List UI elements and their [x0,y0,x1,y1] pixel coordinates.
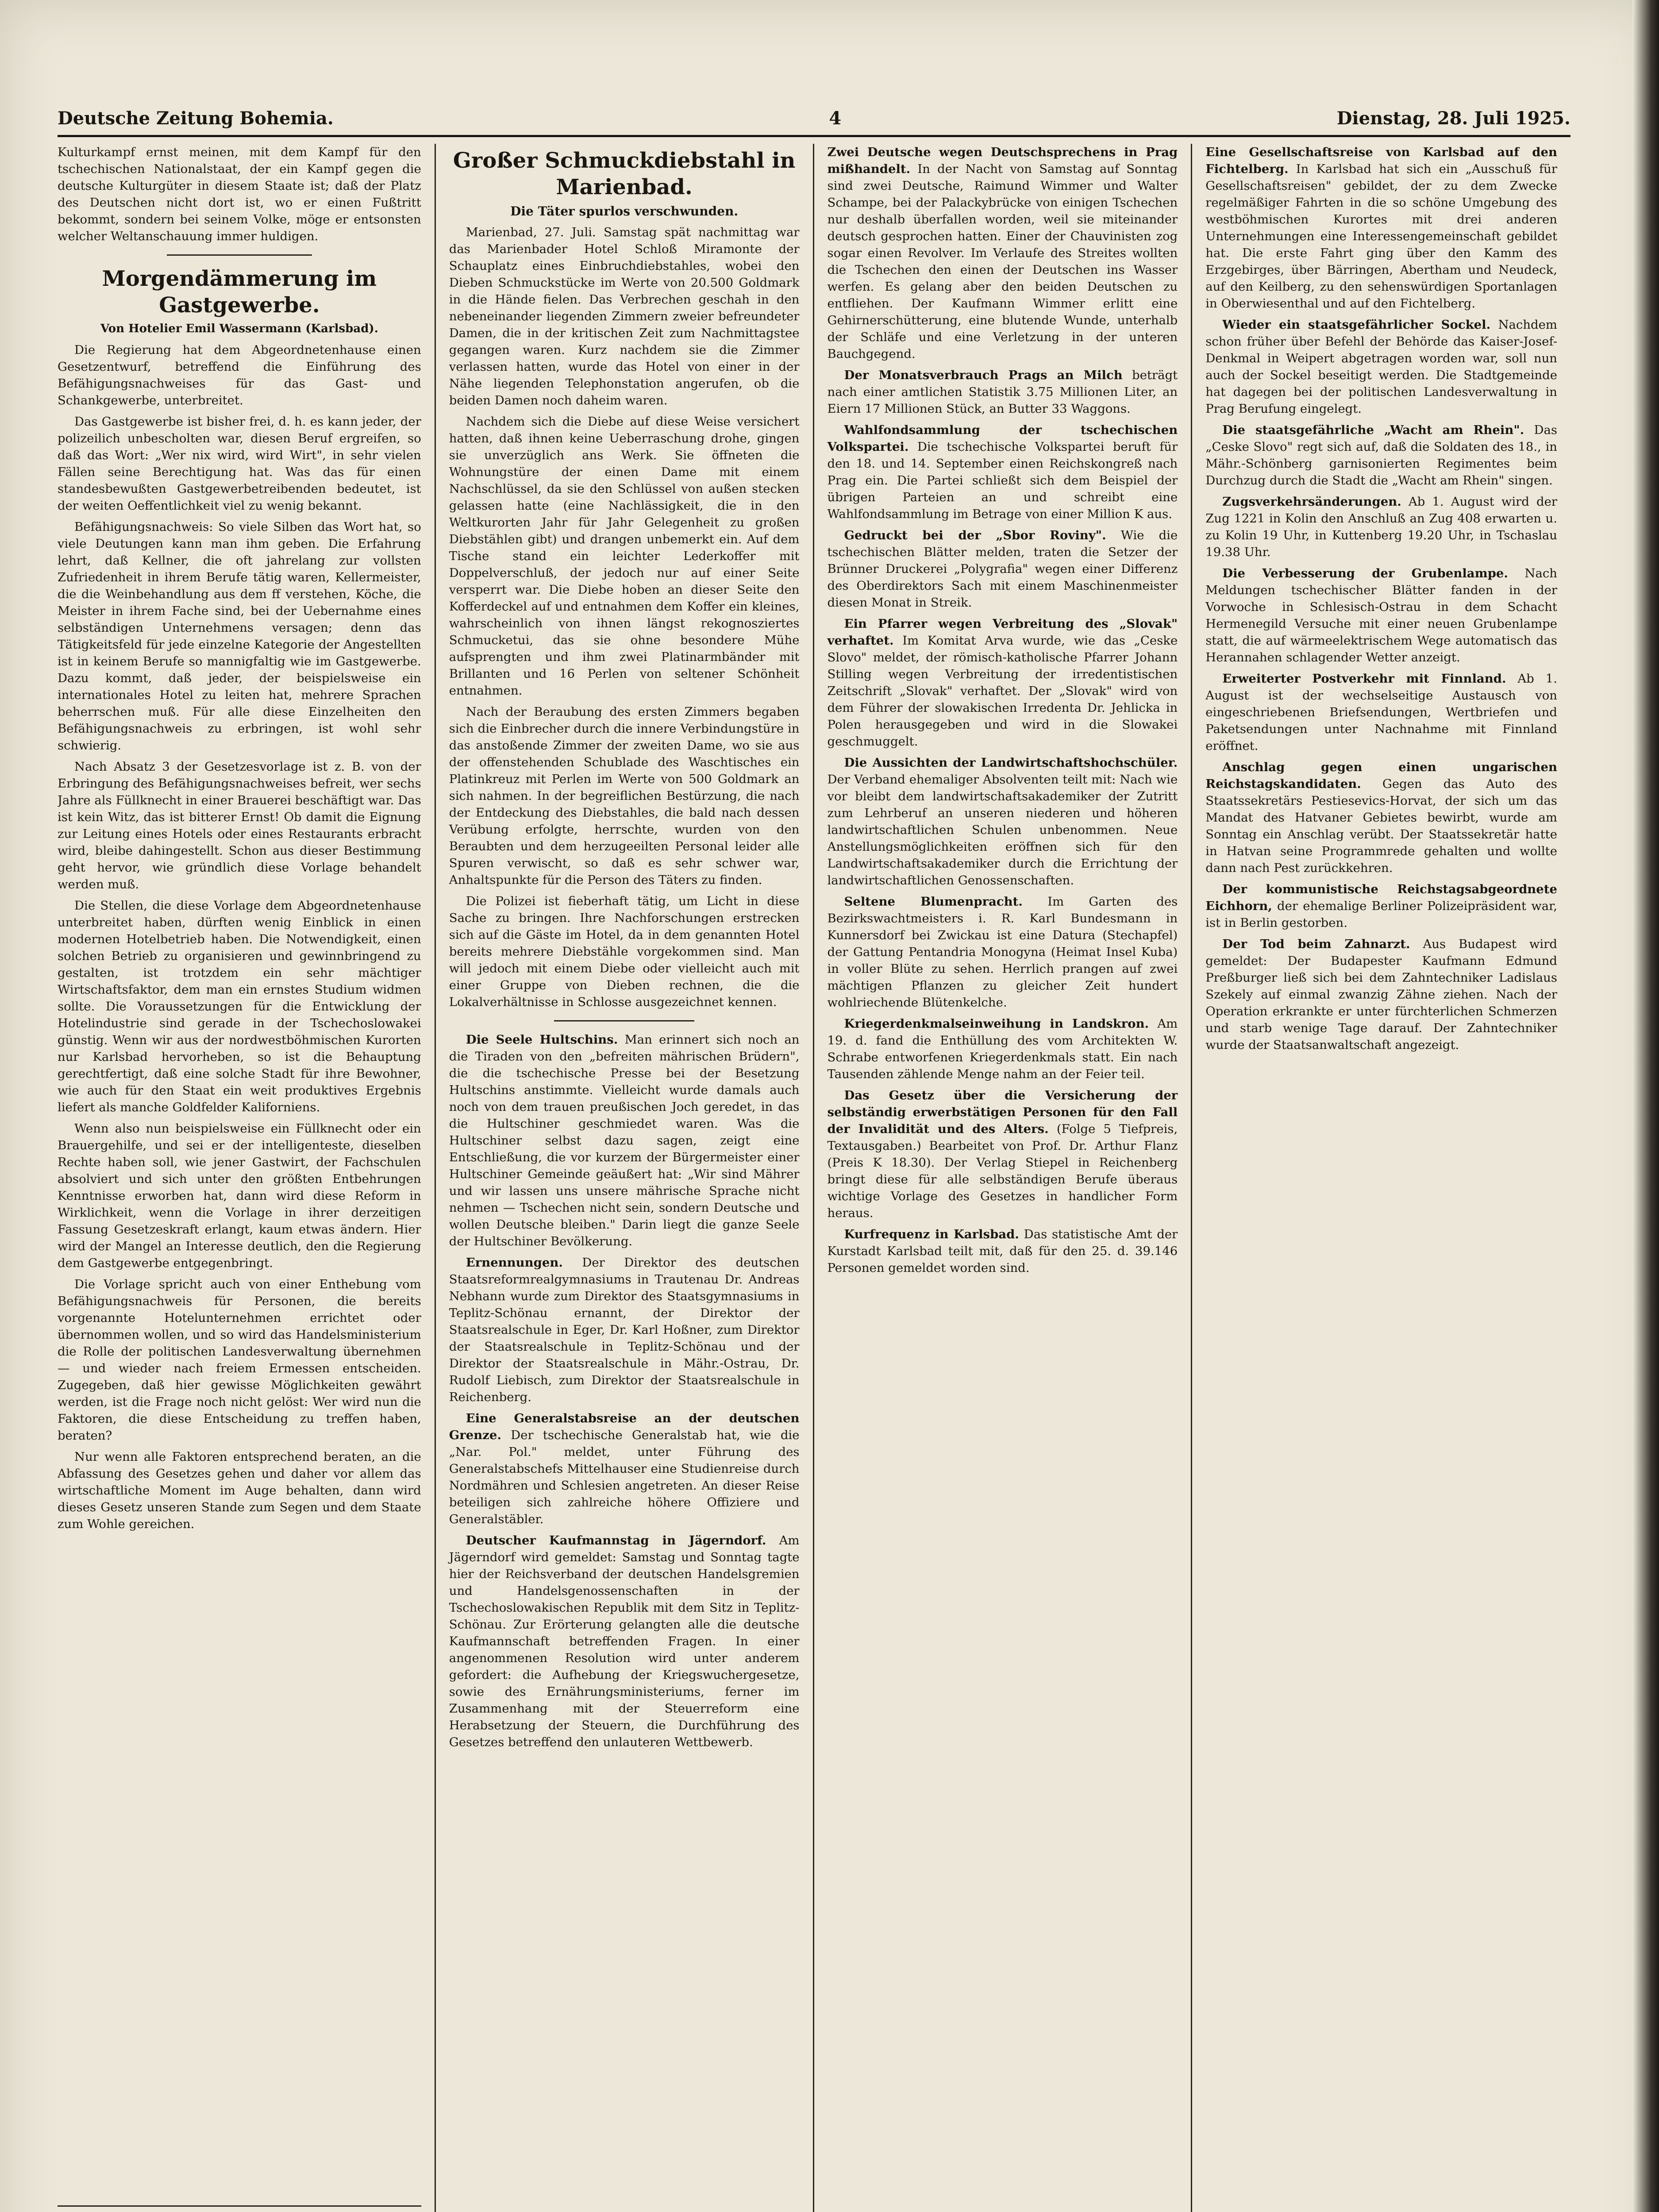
item-text: Das „Ceske Slovo" regt sich auf, daß die Soldaten des 18., in Mähr.-Schönberg garnisonierten Regimentes beim Durchzug durch die Stadt die „Wacht am Rhein" singen. [1205,423,1557,488]
item-title: Eine Generalstabsreise an der deutschen Grenze. [449,1411,800,1442]
issue-date: Dienstag, 28. Juli 1925. [1336,108,1570,129]
columns [58,144,1570,2212]
item-text: Ab 1. August ist der wechselseitige Austausch von eingeschriebenen Briefsendungen, Wertbriefen und Paketsendungen unter Nachnahme mit Finnland eröffnet. [1205,672,1557,753]
item-title: Der kommunistische Reichstagsabgeordnete Eichhorn, [1205,882,1557,913]
item-title: Anschlag gegen einen ungarischen Reichstagskandidaten. [1205,760,1557,791]
column-2 [436,144,814,2212]
item-text: Ab 1. August wird der Zug 1221 in Kolin den Anschluß an Zug 408 erwarten u. zu Kolin 19 Uhr, in Kuttenberg 19.20 Uhr, in Tschaslau 19.38 Uhr. [1205,495,1557,559]
paragraph: Nachdem sich die Diebe auf diese Weise versichert hatten, daß ihnen keine Ueberraschung drohe, gingen sie unverzüglich ans Werk. Sie öffneten die Wohnungstüre der einen Dame mit einem Nachschlüssel, da sie den Schlüssel von außen stecken gelassen hatte (eine Nachlässigkeit, die in den Weltkurorten Jahr für Jahr Gelegenheit zu großen Diebstählen gibt) und drangen unbemerkt ein. Auf dem Tische stand ein leichter Lederkoffer mit Doppelverschluß, der jedoch nur auf einer Seite versperrt war. Die Diebe hoben an dieser Seite den Kofferdeckel auf und entnahmen dem Koffer ein kleines, wahrscheinlich von ihnen längst rekognosziertes Schmucketui, das sie ohne besondere Mühe aufsprengten und ihm zwei Platinarmbänder mit Brillanten und 16 Perlen von seltener Schönheit entnahmen. [449,415,800,698]
item-title: Ein Pfarrer wegen Verbreitung des „Slovak" verhaftet. [827,617,1178,648]
column-3 [814,144,1193,2212]
item-title: Die Aussichten der Landwirtschaftshochschüler. [844,756,1178,770]
item-title: Kriegerdenkmalseinweihung in Landskron. [844,1017,1149,1031]
item-text: In der Nacht von Samstag auf Sonntag sind zwei Deutsche, Raimund Wimmer und Walter Schampe, bei der Palackybrücke von einigen Tschechen nur deshalb überfallen worden, weil sie miteinander deutsch gesprochen hatten. Einer der Chauvinisten zog sogar einen Revolver. Im Verlaufe des Streites wollten die Tschechen den einen der Deutschen ins Wasser werfen. Es gelang aber den beiden Deutschen zu entfliehen. Der Kaufmann Wimmer erlitt eine Gehirnerschütterung, eine blutende Wunde, unterhalb der Schläfe und eine Verletzung in der unteren Bauchgegend. [827,162,1178,361]
item-title: Der Monatsverbrauch Prags an Milch [844,368,1123,382]
item-title: Zugsverkehrsänderungen. [1222,495,1401,509]
paragraph: Wenn also nun beispielsweise ein Füllknecht oder ein Brauergehilfe, und sei er der intelligenteste, dieselben Rechte haben soll, wie jener Gastwirt, der Fachschulen absolviert und sich unter den größten Entbehrungen Kenntnisse erworben hat, dann wird diese Reform in Wirklichkeit, wenn die Vorlage in ihrer derzeitigen Fassung Gesetzeskraft erlangt, kaum etwas ändern. Hier wird der Mangel an Interesse deutlich, den die Regierung dem Gastgewerbe entgegenbringt. [58,1121,421,1270]
item-text: der ehemalige Berliner Polizeipräsident war, ist in Berlin gestorben. [1205,899,1557,930]
item-text: Man erinnert sich noch an die Tiraden von den „befreiten mährischen Brüdern", die die tschechische Presse bei der Besetzung Hultschins anstimmte. Vielleicht wurde damals auch noch von dem trauen preußischen Joch geredet, in das die Hultschiner geschmiedet waren. Was die Hultschiner selbst dazu sagen, zeigt eine Entschließung, die vor kurzem der Bürgermeister einer Hultschiner Gemeinde geäußert hat: „Wir sind Mährer und wir lassen uns unsere mährische Sprache nicht nehmen — Tschechen nicht sein, sondern Deutsche und wollen Deutsche bleiben." Darin liegt die ganze Seele der Hultschiner Bevölkerung. [449,1033,800,1248]
item-title: Deutscher Kaufmannstag in Jägerndorf. [466,1533,766,1548]
item-text: Der Direktor des deutschen Staatsreformrealgymnasiums in Trautenau Dr. Andreas Nebhann wurde zum Direktor des Staatsgymnasiums in Teplitz-Schönau ernannt, der Direktor der Staatsrealschule in Eger, Dr. Karl Hoßner, zum Direktor der Staatsrealschule in Teplitz-Schönau und der Direktor der Staatsrealschule in Mähr.-Ostrau, Dr. Rudolf Liebisch, zum Direktor der Staatsrealschule in Reichenberg. [449,1256,800,1404]
paragraph: Nach Absatz 3 der Gesetzesvorlage ist z. B. von der Erbringung des Befähigungsnachweises befreit, wer sechs Jahre als Füllknecht in einer Brauerei beschäftigt war. Das ist kein Witz, das ist bitterer Ernst! Ob damit die Eignung zur Leitung eines Hotels oder eines Restaurants erbracht wird, bleibe dahingestellt. Schon aus dieser Bestimmung geht hervor, wie gründlich diese Vorlage behandelt werden muß. [58,760,421,891]
item-text: Das statistische Amt der Kurstadt Karlsbad teilt mit, daß für den 25. d. 39.146 Personen gemeldet worden sind. [827,1227,1178,1275]
column-1 [58,144,436,2212]
item-text: Nachdem schon früher über Befehl der Behörde das Kaiser-Josef-Denkmal in Weipert abgetragen worden war, soll nun auch der Sockel beseitigt werden. Die Stadtgemeinde hat dagegen bei der politischen Landesverwaltung in Prag Berufung eingelegt. [1205,318,1557,416]
paragraph: Die Polizei ist fieberhaft tätig, um Licht in diese Sache zu bringen. Ihre Nachforschungen erstrecken sich auf die Gäste im Hotel, da in dem genannten Hotel bereits mehrere Diebstähle vorgekommen sind. Man will jedoch mit einem Diebe oder vielleicht auch mit einer Gruppe von Dieben rechnen, die die Lokalverhältnisse in Schlosse ausgezeichnet kennen. [449,894,800,1009]
item-title: Der Tod beim Zahnarzt. [1222,937,1410,951]
item-text: Die tschechische Volkspartei beruft für den 18. und 14. September einen Reichskongreß nach Prag ein. Die Partei schließt sich dem Beispiel der übrigen Parteien an und schreibt eine Wahlfondsammlung im Betrage von einer Million K aus. [827,440,1178,521]
item-text: Am Jägerndorf wird gemeldet: Samstag und Sonntag tagte hier der Reichsverband der deutschen Handelsgremien und Handelsgenossenschaften in der Tschechoslowakischen Republik mit dem Sitz in Teplitz-Schönau. Zur Erörterung gelangten alle die deutsche Kaufmannschaft betreffenden Fragen. In einer angenommenen Resolution wird unter anderem gefordert: die Aufhebung der Kriegswuchergesetze, sowie des Ernährungsministeriums, ferner im Zusammenhang mit der Steuerreform eine Herabsetzung der Steuern, die Durchführung des Gesetzes betreffend den unlauteren Wettbewerb. [449,1533,800,1749]
item-title: Seltene Blumenpracht. [844,895,1023,909]
item-text: Der Verband ehemaliger Absolventen teilt mit: Nach wie vor bleibt dem landwirtschaftsakademiker der Zutritt zum Lehrberuf an unseren niederen und höheren landwirtschaftlichen Schulen unbenommen. Neue Anstellungsmöglichkeiten eröffnen sich für den Landwirtschaftsakademiker durch die Errichtung der landwirtschaftlichen Genossenschaften. [827,772,1178,887]
paragraph: Das Gastgewerbe ist bisher frei, d. h. es kann jeder, der polizeilich unbescholten war, diesen Beruf ergreifen, so daß das Wort: „Wer nix wird, wird Wirt", in sehr vielen Fällen seine Berechtigung hat. Was das für einen standesbewußten Gastgewerbetreibenden bedeutet, ist der weiten Oeffentlichkeit viel zu wenig bekannt. [58,415,421,513]
item-title: Die Seele Hultschins. [466,1033,618,1047]
item-title: Kurfrequenz in Karlsbad. [844,1227,1019,1241]
item-text: In Karlsbad hat sich ein „Ausschuß für Gesellschaftsreisen" gebildet, der zu dem Zwecke regelmäßiger Fahrten in die so schöne Umgebung des westböhmischen Kurortes mit drei anderen Unternehmungen eine Interessengemeinschaft gebildet hat. Die erste Fahrt ging über den Kamm des Erzgebirges, über Bärringen, Abertham und Neudeck, auf den Keilberg, zu den sehenswürdigen Sportanlagen in Oberwiesenthal und auf den Fichtelberg. [1205,162,1557,311]
masthead-left: Deutsche Zeitung Bohemia. [58,108,334,129]
advertisement [58,2205,421,2212]
item-text: Im Garten des Bezirkswachtmeisters i. R. Karl Bundesmann in Kunnersdorf bei Zwickau ist eine Datura (Stechapfel) der Gattung Pentandria Monogyna (Heimat Insel Kuba) in voller Blüte zu sehen. Herrlich prangen auf zwei mächtigen Pflanzen zu gleicher Zeit hundert wohlriechende Blütenkelche. [827,895,1178,1010]
paragraph: Marienbad, 27. Juli. Samstag spät nachmittag war das Marienbader Hotel Schloß Miramonte der Schauplatz eines Einbruchdiebstahles, wobei den Dieben Schmuckstücke im Werte von 20.500 Goldmark in die Hände fielen. Das Verbrechen geschah in den nebeneinander liegenden Zimmern zweier befreundeter Damen, die in der kritischen Zeit zum Nachmittagstee gegangen waren. Kurz nachdem sie die Zimmer verlassen hatten, wurde das Hotel von einer in der Nähe liegenden Telephonstation angerufen, ob die beiden Damen noch daheim waren. [449,225,800,407]
item-title: Erweiterter Postverkehr mit Finnland. [1222,672,1506,686]
paragraph: Nur wenn alle Faktoren entsprechend beraten, an die Abfassung des Gesetzes gehen und daher vor allem das wirtschaftliche Moment im Auge behalten, dann wird dieses Gesetz unseren Stande zum Segen und dem Staate zum Wohle gereichen. [58,1450,421,1531]
paragraph: Befähigungsnachweis: So viele Silben das Wort hat, so viele Deutungen kann man ihm geben. Die Erfahrung lehrt, daß Kellner, die oft jahrelang zur vollsten Zufriedenheit in ihrem Berufe tätig waren, Kellermeister, die die Weinbehandlung aus dem ff verstehen, Köche, die Meister in ihrem Fache sind, bei der Uebernahme eines selbständigen Unternehmens versagen; denn das Tätigkeitsfeld für jede einzelne Kategorie der Angestellten ist in keinem Berufe so mannigfaltig wie im Gastgewerbe. Dazu kommt, daß jeder, der beispielsweise ein internationales Hotel zu leiten hat, mehrere Sprachen beherrschen muß. Für alle diese Einzelheiten den Befähigungsnachweis zu erbringen, ist wohl sehr schwierig. [58,520,421,753]
paragraph: Die Vorlage spricht auch von einer Enthebung vom Befähigungsnachweis für Personen, die bereits vorgenannte Hotelunternehmen errichtet oder übernommen wollen, und so wird das Handelsministerium die Rolle der politischen Landesverwaltung übernehmen — und wieder nach freiem Ermessen entscheiden. Zugegeben, daß hier gewisse Möglichkeiten gewährt werden, ist die Frage noch nicht gelöst: Wer wird nun die Faktoren, die diese Entscheidung zu treffen haben, beraten? [58,1277,421,1443]
item-text: Nach Meldungen tschechischer Blätter fanden in der Vorwoche in Schlesisch-Ostrau in dem Schacht Hermenegild Versuche mit einer neuen Grubenlampe statt, die auf wärmeelektrischem Wege automatisch das Herannahen schlagender Wetter anzeigt. [1205,566,1557,664]
article-intro: Kulturkampf ernst meinen, mit dem Kampf für den tschechischen Nationalstaat, der ein Kampf gegen die deutsche Kulturgüter in diesem Staate ist; daß der Platz des Deutschen nicht dort ist, wo er einen Fußtritt bekommt, sondern bei seinem Volke, möge er entsonsten welcher Weltanschauung immer huldigen. [58,145,421,243]
paragraph: Nach der Beraubung des ersten Zimmers begaben sich die Einbrecher durch die innere Verbindungstüre in das anstoßende Zimmer der zweiten Dame, wo sie aus der offenstehenden Schublade des Waschtisches ein Platinkreuz mit Perlen im Werte von 500 Goldmark an sich nahmen. In der begreiflichen Bestürzung, die nach der Entdeckung des Diebstahles, die bald nach dessen Verübung erfolgte, herrschte, wurden von den Beraubten und dem herzugeeilten Personal leider alle Spuren verwischt, so daß es sehr schwer war, Anhaltspunkte für die Person des Täters zu finden. [449,705,800,887]
item-title: Gedruckt bei der „Sbor Roviny". [844,528,1106,542]
item-text: Wie die tschechischen Blätter melden, traten die Setzer der Brünner Druckerei „Polygrafia" wegen einer Differenz des Oberdirektors Sach mit einem Maschinenmeister diesen Monat in Streik. [827,528,1178,610]
item-text: Am 19. d. fand die Enthüllung des vom Architekten W. Schrabe entworfenen Kriegerdenkmals statt. Ein nach Tausenden zählende Menge nahm an der Feier teil. [827,1017,1178,1081]
page-header [58,95,1570,137]
page-edge-shadow [1632,0,1659,2212]
item-text: Der tschechische Generalstab hat, wie die „Nar. Pol." meldet, unter Führung des Generalstabschefs Mittelhauser eine Studienreise durch Nordmähren und Schlesien angetreten. An dieser Reise beteiligen sich zahlreiche höhere Offiziere und Generalstäbler. [449,1428,800,1526]
item-title: Ernennungen. [466,1256,563,1270]
byline: Von Hotelier Emil Wassermann (Karlsbad). [100,322,378,335]
headline-schmuckdiebstahl: Großer Schmuckdiebstahl in Marienbad. [453,148,796,200]
item-title: Wahlfondsammlung der tschechischen Volkspartei. [827,423,1178,454]
item-title: Eine Gesellschaftsreise von Karlsbad auf den Fichtelberg. [1205,145,1557,176]
paragraph: Die Regierung hat dem Abgeordnetenhause einen Gesetzentwurf, betreffend die Einführung des Befähigungsnachweises für das Gast- und Schankgewerbe, unterbreitet. [58,343,421,407]
paragraph: Die Stellen, die diese Vorlage dem Abgeordnetenhause unterbreitet haben, dürften wenig Einblick in einen modernen Hotelbetrieb haben. Die Notwendigkeit, einen solchen Betrieb zu organisieren und gewinnbringend zu gestalten, ist trotzdem ein sehr mächtiger Wirtschaftsfaktor, dem man ein ernstes Studium widmen sollte. Die Voraussetzungen für die Entwicklung der Hotelindustrie sind gerade in der Tschechoslowakei günstig. Wenn wir aus der nordwestböhmischen Kurorten nur Karlsbad hervorheben, so ist die Behauptung gerechtfertigt, daß eine solche Stadt für ihre Bewohner, wie auch für den Staat ein weit produktives Ergebnis liefert als manche Goldfelder Kaliforniens. [58,899,421,1114]
item-title: Das Gesetz über die Versicherung der selbständig erwerbstätigen Personen für den Fall der Invalidität und des Alters. [827,1088,1178,1136]
item-text: beträgt nach einer amtlichen Statistik 3.75 Millionen Liter, an Eiern 17 Millionen Stück, an Butter 33 Waggons. [827,368,1178,416]
divider [554,1020,694,1022]
item-text: (Folge 5 Tiefpreis, Textausgaben.) Bearbeitet von Prof. Dr. Arthur Flanz (Preis K 18.30). Der Verlag Stiepel in Reichenberg bringt diese für alle selbständigen Berufe überaus wichtige Vorlage des Gesetzes in handlicher Form heraus. [827,1122,1178,1220]
item-title: Die staatsgefährliche „Wacht am Rhein". [1222,423,1524,437]
item-text: Im Komitat Arva wurde, wie das „Ceske Slovo" meldet, der römisch-katholische Pfarrer Johann Stilling wegen Verbreitung der irredentistischen Zeitschrift „Slovak" verhaftet. Der „Slovak" wird von dem Führer der slowakischen Irredenta Dr. Jehlicka in Polen herausgegeben und wird in die Slowakei geschmuggelt. [827,634,1178,749]
page-number: 4 [829,108,842,129]
divider [167,254,312,256]
column-4 [1192,144,1570,2212]
item-text: Aus Budapest wird gemeldet: Der Budapester Kaufmann Edmund Preßburger ließ sich bei dem Zahntechniker Ladislaus Szekely auf einmal zwanzig Zähne ziehen. Nach der Operation erkrankte er unter fürchterlichen Schmerzen und starb wenige Tage darauf. Der Zahntechniker wurde der Staatsanwaltschaft angezeigt. [1205,937,1557,1052]
item-title: Wieder ein staatsgefährlicher Sockel. [1222,318,1491,332]
subheadline: Die Täter spurlos verschwunden. [510,204,739,219]
headline-gastgewerbe: Morgendämmerung im Gastgewerbe. [102,266,377,318]
item-title: Die Verbesserung der Grubenlampe. [1222,566,1509,580]
item-text: Gegen das Auto des Staatssekretärs Pestiesevics-Horvat, der sich um das Mandat des Hatvaner Gebietes bewirbt, wurde am Sonntag ein Anschlag verübt. Der Staatssekretär hatte in Hatvan seine Programmrede gehalten und wollte dann nach Pest zurückkehren. [1205,777,1557,875]
item-title: Zwei Deutsche wegen Deutschsprechens in Prag mißhandelt. [827,145,1178,176]
